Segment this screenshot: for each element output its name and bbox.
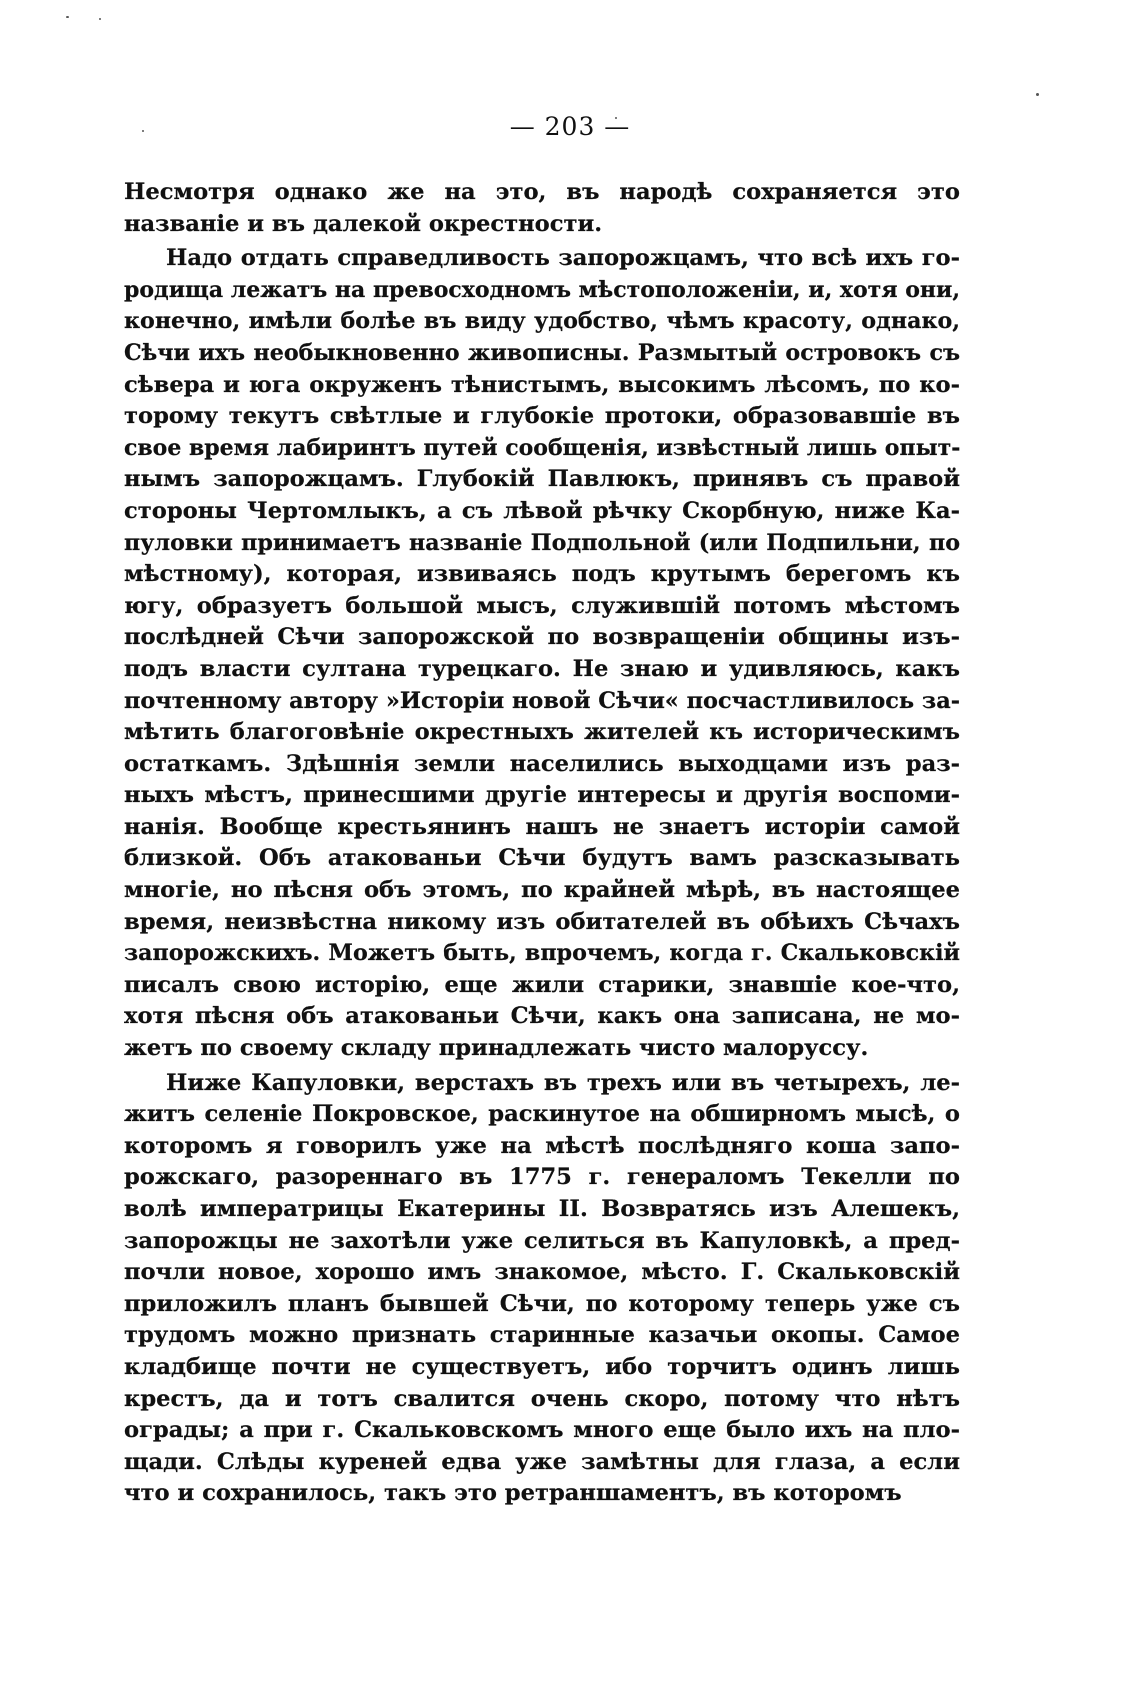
text-line: ныхъ мѣстъ, принесшими другіе интересы и другія воспоми-	[124, 782, 960, 809]
text-line: крестъ, да и тотъ свалится очень скоро, потому что нѣтъ	[124, 1385, 960, 1412]
paragraph	[124, 1068, 960, 1510]
text-line: конечно, имѣли болѣе въ виду удобство, чѣмъ красоту, однако,	[124, 308, 960, 335]
text-line: Сѣчи ихъ необыкновенно живописны. Размытый островокъ съ	[124, 339, 960, 366]
text-body	[124, 177, 960, 1510]
text-line: югу, образуетъ большой мысъ, служившій потомъ мѣстомъ	[124, 592, 960, 619]
text-line: Надо отдать справедливость запорожцамъ, что всѣ ихъ го-	[166, 245, 960, 272]
page-number: — 203 —	[509, 112, 631, 141]
text-line: запорожцы не захотѣли уже селиться въ Капуловкѣ, а пред-	[124, 1227, 960, 1254]
scan-speck	[66, 16, 69, 18]
scan-speck	[1036, 93, 1039, 96]
text-line: рожскаго, разореннаго въ 1775 г. генераломъ Текелли по	[124, 1164, 960, 1191]
text-line: писалъ свою исторію, еще жили старики, знавшіе кое-что,	[124, 971, 960, 998]
text-line: жетъ по своему складу принадлежать чисто малоруссу.	[124, 1035, 869, 1062]
text-line: сѣвера и юга окруженъ тѣнистымъ, высокимъ лѣсомъ, по ко-	[124, 371, 960, 398]
text-line: трудомъ можно признать старинные казачьи окопы. Самое	[124, 1322, 960, 1349]
text-line: остаткамъ. Здѣшнія земли населились выходцами изъ раз-	[124, 750, 960, 777]
text-line: нымъ запорожцамъ. Глубокій Павлюкъ, принявъ съ правой	[124, 466, 960, 493]
text-line: послѣдней Сѣчи запорожской по возвращеніи общины изъ-	[124, 624, 960, 651]
text-line: мѣтить благоговѣніе окрестныхъ жителей къ историческимъ	[124, 719, 960, 746]
text-line: житъ селеніе Покровское, раскинутое на обширномъ мысѣ, о	[124, 1101, 960, 1128]
text-line: почли новое, хорошо имъ знакомое, мѣсто. Г. Скальковскій	[124, 1259, 960, 1286]
text-line: многіе, но пѣсня объ этомъ, по крайней мѣрѣ, въ настоящее	[124, 877, 960, 904]
text-line: Несмотря однако же на это, въ народѣ сохраняется это	[124, 179, 960, 205]
paragraph	[124, 177, 960, 240]
text-line: приложилъ планъ бывшей Сѣчи, по которому теперь уже съ	[124, 1290, 960, 1317]
text-line: время, неизвѣстна никому изъ обитателей въ обѣихъ Сѣчахъ	[124, 908, 960, 935]
text-line: которомъ я говорилъ уже на мѣстѣ послѣдняго коша запо-	[124, 1132, 960, 1159]
text-line: мѣстному), которая, извиваясь подъ крутымъ берегомъ къ	[124, 561, 960, 588]
text-line: кладбище почти не существуетъ, ибо торчитъ одинъ лишь	[124, 1353, 960, 1380]
text-line: пуловки принимаетъ названіе Подпольной (или Подпильни, по	[124, 529, 960, 556]
paragraph	[124, 243, 960, 1064]
text-line: щади. Слѣды куреней едва уже замѣтны для глаза, а если	[124, 1448, 960, 1475]
text-line: свое время лабиринтъ путей сообщенія, извѣстный лишь опыт-	[124, 434, 960, 461]
scan-speck	[99, 18, 101, 20]
text-line: запорожскихъ. Можетъ быть, впрочемъ, когда г. Скальковскій	[124, 940, 960, 967]
text-line: близкой. Объ атакованьи Сѣчи будутъ вамъ разсказывать	[124, 845, 960, 872]
text-line: торому текутъ свѣтлые и глубокіе протоки, образовавшіе въ	[124, 403, 960, 430]
text-line: нанія. Вообще крестьянинъ нашъ не знаетъ исторіи самой	[124, 813, 960, 840]
text-line: хотя пѣсня объ атакованьи Сѣчи, какъ она записана, не мо-	[124, 1003, 960, 1030]
text-line: родища лежатъ на превосходномъ мѣстоположеніи, и, хотя они,	[124, 276, 960, 303]
text-line: что и сохранилось, такъ это ретраншаментъ, въ которомъ	[124, 1480, 902, 1507]
text-line: названіе и въ далекой окрестности.	[124, 210, 603, 237]
text-line: Ниже Капуловки, верстахъ въ трехъ или въ четырехъ, ле-	[166, 1069, 960, 1096]
text-line: подъ власти султана турецкаго. Не знаю и удивляюсь, какъ	[124, 655, 960, 682]
text-line: почтенному автору »Исторіи новой Сѣчи« посчастливилось за-	[124, 687, 960, 714]
text-line: стороны Чертомлыкъ, а съ лѣвой рѣчку Скорбную, ниже Ка-	[124, 497, 960, 524]
text-line: волѣ императрицы Екатерины II. Возвратясь изъ Алешекъ,	[124, 1196, 960, 1222]
text-line: ограды; а при г. Скальковскомъ много еще было ихъ на пло-	[124, 1417, 960, 1444]
